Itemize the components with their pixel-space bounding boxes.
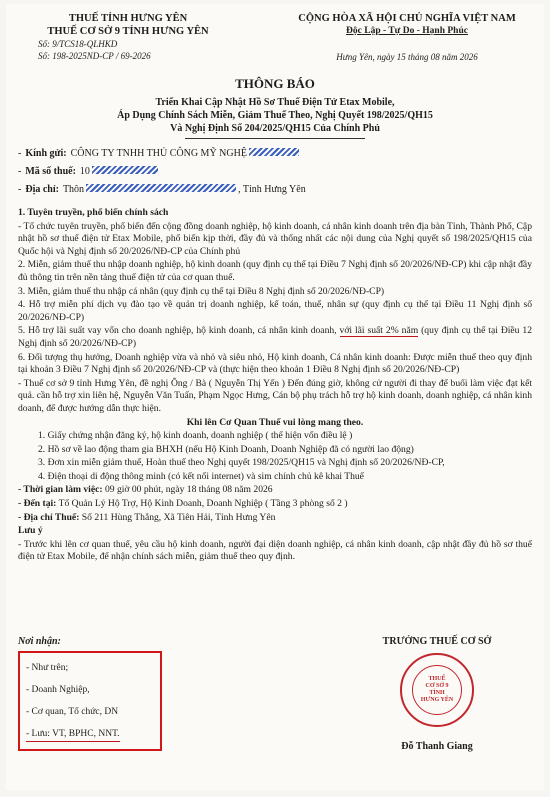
document-header xyxy=(18,12,532,62)
nation-title: CỘNG HÒA XÃ HỘI CHỦ NGHĨA VIỆT NAM xyxy=(298,13,516,24)
document-footer xyxy=(18,636,532,752)
recipient-item: - Như trên; xyxy=(26,663,69,673)
official-seal-icon xyxy=(400,653,474,727)
signature-block xyxy=(342,636,532,752)
work-time-value: 09 giờ 00 phút, ngày 18 tháng 08 năm 2026 xyxy=(102,484,273,496)
recipients-block xyxy=(18,636,168,752)
seal-text: HƯNG YÊN xyxy=(420,697,454,703)
document-page xyxy=(6,4,544,790)
seal-text: THUẾ xyxy=(428,676,446,682)
venue xyxy=(18,498,532,511)
paragraph: - Tổ chức tuyên truyền, phổ biến đến cộng đồng doanh nghiệp, hộ kinh doanh, cá nhân kinh doanh trên địa bàn Tỉnh, Thành Phố, Cập nhật hồ sơ thuế điện tử Etax Mobile, phổ biến kịp thời, đầy đủ và thống nhất các nội dung của Nghị quyết số 198/2025/QH15 của Quốc hội và Nghị định số 20/2026/NĐ-CP của Chính phủ xyxy=(18,220,532,257)
subtitle-line: Áp Dụng Chính Sách Miễn, Giảm Thuế Theo, Nghị Quyết 198/2025/QH15 xyxy=(117,110,433,121)
underlined-interest-rate: với lãi suất 2% năm xyxy=(339,325,419,337)
issuer-line1: THUẾ TỈNH HƯNG YÊN xyxy=(68,13,188,24)
tax-code-value: 10 xyxy=(79,166,90,177)
redaction-scribble xyxy=(92,166,158,174)
document-number: Số: 9/TCS18-QLHKD xyxy=(38,39,118,49)
redaction-scribble xyxy=(86,184,236,192)
tax-code-field: - Mã số thuế: 10 xyxy=(18,163,532,181)
redaction-scribble xyxy=(249,148,299,156)
issuer-block xyxy=(18,12,238,62)
work-time xyxy=(18,484,532,497)
document-number-2: Số: 198-2025ND-CP / 69-2026 xyxy=(38,51,151,61)
note-heading: Lưu ý xyxy=(18,525,43,537)
paragraph: 2. Miễn, giảm thuế thu nhập doanh nghiệp, hộ kinh doanh (quy định cụ thể tại Điều 7 Nghị định số 20/2026/NĐ-CP) khi cập nhật đầy đủ thông tin trên nền tảng thuế điện tử của cơ quan thuế. xyxy=(18,259,532,283)
tax-office-address xyxy=(18,512,532,525)
recipient-label: Kính gửi: xyxy=(25,148,67,159)
section-title: 1. Tuyên truyền, phổ biến chính sách xyxy=(18,207,169,218)
paragraph: 3. Miễn, giảm thuế thu nhập cá nhân (quy định cụ thể tại Điều 8 Nghị định số 20/2026/NĐ-CP) xyxy=(18,285,385,297)
recipients-title: Nơi nhận: xyxy=(18,636,61,647)
paragraph-part: 5. Hỗ trợ lãi suất vay vốn cho doanh nghiệp, hộ kinh doanh, cá nhân kinh doanh, xyxy=(18,325,340,337)
list-item: 2. Hồ sơ về lao động tham gia BHXH (nếu Hộ Kinh Doanh, Doanh Nghiệp đã có người lao động) xyxy=(38,443,414,455)
paragraph-part: (quy định cụ thể tại Điều 12 Nghị định số 20/2026/NĐ-CP) xyxy=(18,325,533,349)
seal-text: CƠ SỞ 9 xyxy=(425,683,449,689)
subtitle-line: Triển Khai Cập Nhật Hồ Sơ Thuế Điện Tử Etax Mobile, xyxy=(155,97,395,108)
title-divider xyxy=(185,138,365,139)
paragraph: 6. Đối tượng thụ hưởng, Doanh nghiệp vừa và nhỏ và siêu nhỏ, Hộ kinh doanh, Cá nhân kinh doanh: Được miễn thuế theo quy định tại khoản 3 Điều 7 Nghị định số 20/2026/NĐ-CP và (thực hiện theo khoản 1 Điều 8 Nghị định số 20/2026/NĐ-CP) xyxy=(18,351,532,376)
subtitle-line: Và Nghị Định Số 204/2025/QH15 Của Chính Phủ xyxy=(170,123,380,134)
tax-office-address-value: Số 211 Hùng Thắng, Xã Tiên Hải, Tỉnh Hưng Yên xyxy=(79,511,276,523)
paragraph: - Thuế cơ sở 9 tỉnh Hưng Yên, đề nghị Ông / Bà ( Nguyễn Thị Yến ) Đến đúng giờ, không cử người đi thay để buổi làm việc đạt kết quả. cần hỗ trợ xin liên hệ, Nguyễn Văn Tuấn, Phạm Ngọc Hưng, Cán bộ phụ trách hỗ trợ hộ kinh doanh, doanh nghiệp, cá nhân kinh doanh, để được hướng dẫn thực hiện. xyxy=(18,377,532,414)
bring-along-heading: Khi lên Cơ Quan Thuế vui lòng mang theo. xyxy=(186,416,364,428)
paragraph xyxy=(18,325,532,350)
document-body xyxy=(18,207,532,564)
paragraph: 4. Hỗ trợ miễn phí dịch vụ đào tạo về quản trị doanh nghiệp, kế toán, thuế, nhân sự (quy định cụ thể tại Điều 11 Nghị định số 20/2026/NĐ-CP) xyxy=(18,299,532,323)
issuer-line2: THUẾ CƠ SỞ 9 TỈNH HƯNG YÊN xyxy=(47,26,209,37)
address-field: - Địa chỉ: Thôn , Tỉnh Hưng Yên xyxy=(18,181,532,199)
tax-code-label: Mã số thuế: xyxy=(25,166,76,177)
seal-text: TỈNH xyxy=(429,690,445,696)
signer-name: Đỗ Thanh Giang xyxy=(401,741,473,752)
address-prefix: Thôn xyxy=(62,184,85,195)
work-time-label: - Thời gian làm việc: xyxy=(18,484,103,496)
recipient-item: - Doanh Nghiệp, xyxy=(26,685,90,695)
list-item: 4. Điện thoại di động thông minh (có kết nối internet) và sim chính chủ kê khai Thuế xyxy=(38,470,364,482)
document-title: THÔNG BÁO xyxy=(235,76,315,91)
nation-block xyxy=(282,12,532,62)
list-item: 3. Đơn xin miễn giảm thuế, Hoàn thuế theo Nghị quyết 198/2025/QH15 và Nghị định số 20/2026/NĐ-CP, xyxy=(38,457,445,469)
venue-label: - Đến tại: xyxy=(18,498,57,510)
signer-title: TRƯỞNG THUẾ CƠ SỞ xyxy=(382,636,492,647)
recipients-highlight-box xyxy=(18,651,162,751)
note-text: - Trước khi lên cơ quan thuế, yêu cầu hộ kinh doanh, người đại diện doanh nghiệp, cá nhân kinh doanh, cập nhật đầy đủ hồ sơ thuế điện tử Etax Mobile, để nhận chính sách miễn, giảm thuế theo quy định. xyxy=(18,538,532,563)
issue-date: Hưng Yên, ngày 15 tháng 08 năm 2026 xyxy=(336,52,478,62)
recipient-value: CÔNG TY TNHH THỦ CÔNG MỸ NGHỆ xyxy=(70,148,247,159)
nation-motto: Độc Lập - Tự Do - Hạnh Phúc xyxy=(346,26,468,36)
document-subtitle xyxy=(18,96,532,135)
list-item: 1. Giấy chứng nhận đăng ký, hộ kinh doanh, doanh nghiệp ( thể hiện vốn điều lệ ) xyxy=(38,430,353,442)
address-suffix: , Tỉnh Hưng Yên xyxy=(238,184,306,195)
recipient-item: - Cơ quan, Tổ chức, DN xyxy=(26,707,119,717)
seal-inner xyxy=(412,665,462,715)
recipient-field: - Kính gửi: CÔNG TY TNHH THỦ CÔNG MỸ NGHỆ xyxy=(18,145,532,163)
address-label: Địa chỉ: xyxy=(25,184,59,195)
recipient-item: - Lưu: VT, BPHC, NNT. xyxy=(26,727,120,742)
tax-office-address-label: - Địa chỉ Thuế: xyxy=(18,511,80,523)
venue-value: Tổ Quản Lý Hộ Trợ, Hộ Kinh Doanh, Doanh Nghiệp ( Tầng 3 phòng số 2 ) xyxy=(56,498,348,510)
